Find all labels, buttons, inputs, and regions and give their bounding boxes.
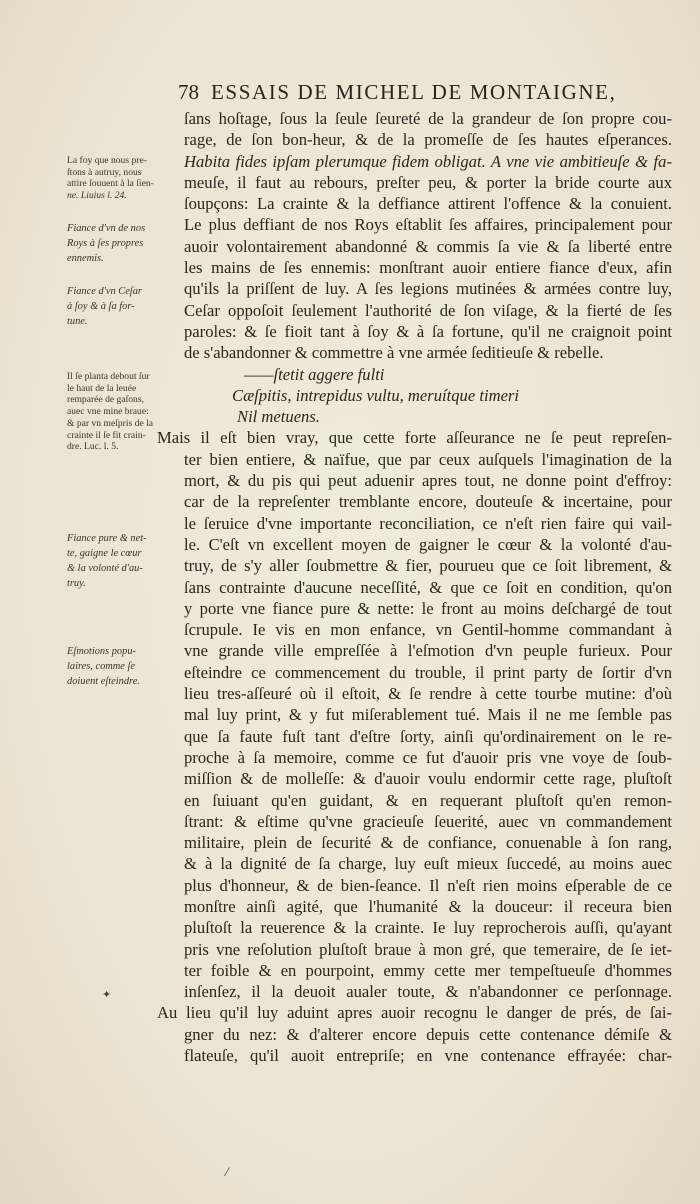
margin-note-line: te, gaigne le cœur [67, 548, 142, 559]
text-line: gner du nez: & d'alterer encore depuis cette contenance démiſe & [184, 1024, 672, 1044]
text-line: lieu tres-aſſeuré où il eſtoit, & ſe rendre à cette tourbe mutine: d'où [184, 684, 672, 704]
margin-note-line: crainte il ſe fit crain- [67, 429, 146, 441]
text-line: car de la repreſenter tremblante encore, douteuſe & incertaine, pour [184, 492, 672, 512]
text-line: que ſa faute fuſt tant d'eſtre ſorty, ainſi qu'ordinairement on le re- [184, 726, 672, 746]
margin-note-line: & la volonté d'au- [67, 563, 143, 574]
page-number: 78 [178, 80, 199, 104]
margin-note-line: le haut de la leuée [67, 382, 137, 394]
margin-note-line: attire ſouuent à la ſien- [67, 178, 154, 190]
margin-note-line: Il ſe planta debout ſur [67, 371, 150, 382]
margin-note-line: Fiance d'vn Ceſar [67, 286, 142, 297]
margin-note-line: Fiance d'vn de nos [67, 223, 146, 234]
text-line: meuſe, il faut au rebours, preſter peu, & porter la bride courte aux [184, 172, 672, 192]
text-line: ter foible & en pourpoint, emmy cette mer tempeſtueuſe d'hommes [184, 960, 672, 980]
main-text [157, 108, 672, 1066]
margin-note-line: La foy que nous pre- [67, 155, 147, 166]
text-line: Ceſar oppoſoit ſeulement l'authorité de ſon viſage, & la fierté de ſes [184, 300, 672, 320]
text-line: miſſion & de molleſſe: & d'auoir voulu endormir cette rage, pluſtoſt [184, 769, 672, 789]
text-line: ſtrant: & eſtime qu'vne gracieuſe ſeuerité, auec vn commandement [184, 811, 672, 831]
text-line: inſenſez, il la deuoit aualer toute, & n'abandonner ce perſonnage. [184, 982, 672, 1002]
bullet-mark-icon: ✦ [102, 988, 112, 1001]
text-line: & à la dignité de ſa charge, luy euſt mieux ſuccedé, au moins auec [184, 854, 672, 874]
margin-note-line: Eſmotions popu- [67, 646, 136, 657]
margin-note-line: tune. [67, 316, 88, 327]
margin-note-fiance-roys [67, 221, 177, 266]
margin-note-line: à ſoy & à ſa for- [67, 301, 135, 312]
text-line: auoir volontairement abandonné & commis ſa vie & ſa liberté entre [184, 236, 672, 256]
margin-note-line: laires, comme ſe [67, 661, 136, 672]
text-line: Mais il eſt bien vray, que cette forte aſſeurance ne ſe peut repreſen- [157, 428, 672, 448]
margin-note-line: Fiance pure & net- [67, 533, 147, 544]
text-line: de s'abandonner & commettre à vne armée ſeditieuſe & rebelle. [184, 343, 604, 363]
margin-note-line: auec vne mine braue: [67, 406, 149, 418]
text-line: le. C'eſt vn excellent moyen de gaigner le cœur & la volonté d'au- [184, 534, 672, 554]
text-line: rage, de ſon bon-heur, & de la promeſſe de ſes hautes eſperances. [184, 130, 672, 150]
margin-note-fiance-cesar [67, 284, 177, 329]
text-line: flateuſe, qu'il auoit entrepriſe; en vne contenance effrayée: char- [184, 1046, 672, 1066]
text-line: pris vne reſolution pluſtoſt braue à mon gré, que temeraire, de ſe iet- [184, 939, 672, 959]
running-title: ESSAIS DE MICHEL DE MONTAIGNE, [211, 80, 617, 104]
text-line: Habita fides ipſam plerumque fidem obligat. A vne vie ambitieuſe & fa- [184, 151, 672, 171]
text-line: ſcrupule. Ie vis en mon enfance, vn Gentil-homme commandant à [184, 620, 672, 640]
text-line: Le plus deffiant de nos Roys eſtablit ſes affaires, principalement pour [184, 215, 672, 235]
margin-note-line: doiuent eſteindre. [67, 676, 140, 687]
text-line: monſtre ainſi agité, que l'humanité & la douceur: il receura bien [184, 896, 672, 916]
margin-note-line: remparée de gaſons, [67, 394, 144, 406]
text-line: proche à ſa memoire, comme ce fut d'auoir pris vne voye de ſoub- [184, 747, 672, 767]
text-line: truy, de s'y aller ſoubmettre & fier, pourueu que ce ſoit librement, & [184, 556, 672, 576]
text-line: militaire, plein de ſecurité & de confiance, conuenable à ſon rang, [184, 833, 672, 853]
text-line: Au lieu qu'il luy aduint apres auoir recognu le danger de prés, de ſai- [157, 1003, 672, 1023]
margin-note-line: ſtons à autruy, nous [67, 166, 142, 178]
text-line: plus d'honneur, & de bien-ſeance. Il n'eſt rien moins eſperable de ce [184, 875, 672, 895]
text-line: ſoupçons: La crainte & la deffiance attirent l'offence & la conuient. [184, 194, 672, 214]
text-line: mal luy print, & y fut miſerablement tué. Mais il ne me ſemble pas [184, 705, 672, 725]
verse-line: Cæſpitis, intrepidus vultu, meruítque timeri [232, 385, 520, 405]
margin-note-line: ennemis. [67, 253, 104, 264]
text-line: le ſeruice d'vne importante reconciliation, ce n'eſt rien faire qui vail- [184, 513, 672, 533]
running-header [178, 80, 616, 105]
text-line: mort, & du pis qui peut aduenir apres tout, ne donne point d'effroy: [184, 471, 672, 491]
margin-note-esmotions [67, 644, 177, 689]
text-line: ter bien entiere, & naïfue, que par ceux auſquels l'imagination de la [184, 449, 672, 469]
text-line: pluſtoſt la reuerence & la crainte. Ie luy reprocherois auſſi, qu'ayant [184, 918, 672, 938]
text-line: eſteindre ce commencement du trouble, il print party de ſortir d'vn [184, 662, 672, 682]
text-line: y porte vne fiance pure & nette: le front au moins deſchargé de tout [184, 598, 672, 618]
margin-note-line: truy. [67, 578, 86, 589]
margin-note-line: dre. Luc. l. 5. [67, 441, 119, 453]
text-line: qu'ils la priſſent de luy. A ſes legions mutinées & armées contre luy, [184, 279, 672, 299]
text-line: ſans contrainte d'aucune neceſſité, & que ce ſoit en condition, qu'on [184, 577, 672, 597]
text-line: ſans hoſtage, ſous la ſeule ſeureté de la grandeur de ſon propre cou- [184, 109, 672, 128]
text-line: en ſuiuant qu'en guidant, & en requerant pluſtoſt qu'en remon- [184, 790, 672, 810]
text-line: vne grande ville empreſſée à l'eſmotion d'vn peuple furieux. Pour [184, 641, 672, 661]
ink-stroke-icon: ⁄ [226, 1166, 228, 1179]
margin-note-line: & par vn meſpris de la [67, 417, 154, 429]
text-line: paroles: & ſe fioit tant à ſoy & à ſa fortune, qu'il ne craignoit point [184, 321, 672, 341]
margin-note-fiance-pure [67, 531, 177, 591]
margin-note-line: Roys à ſes propres [67, 238, 144, 249]
verse-line: Nil metuens. [237, 407, 320, 427]
verse-line: ——ſtetit aggere fulti [244, 364, 385, 384]
margin-note-foy [67, 155, 177, 202]
text-line: les mains de ſes ennemis: monſtrant auoir entiere fiance d'eux, afin [184, 258, 672, 278]
margin-note-line: ne. Liuius l. 24. [67, 190, 127, 202]
